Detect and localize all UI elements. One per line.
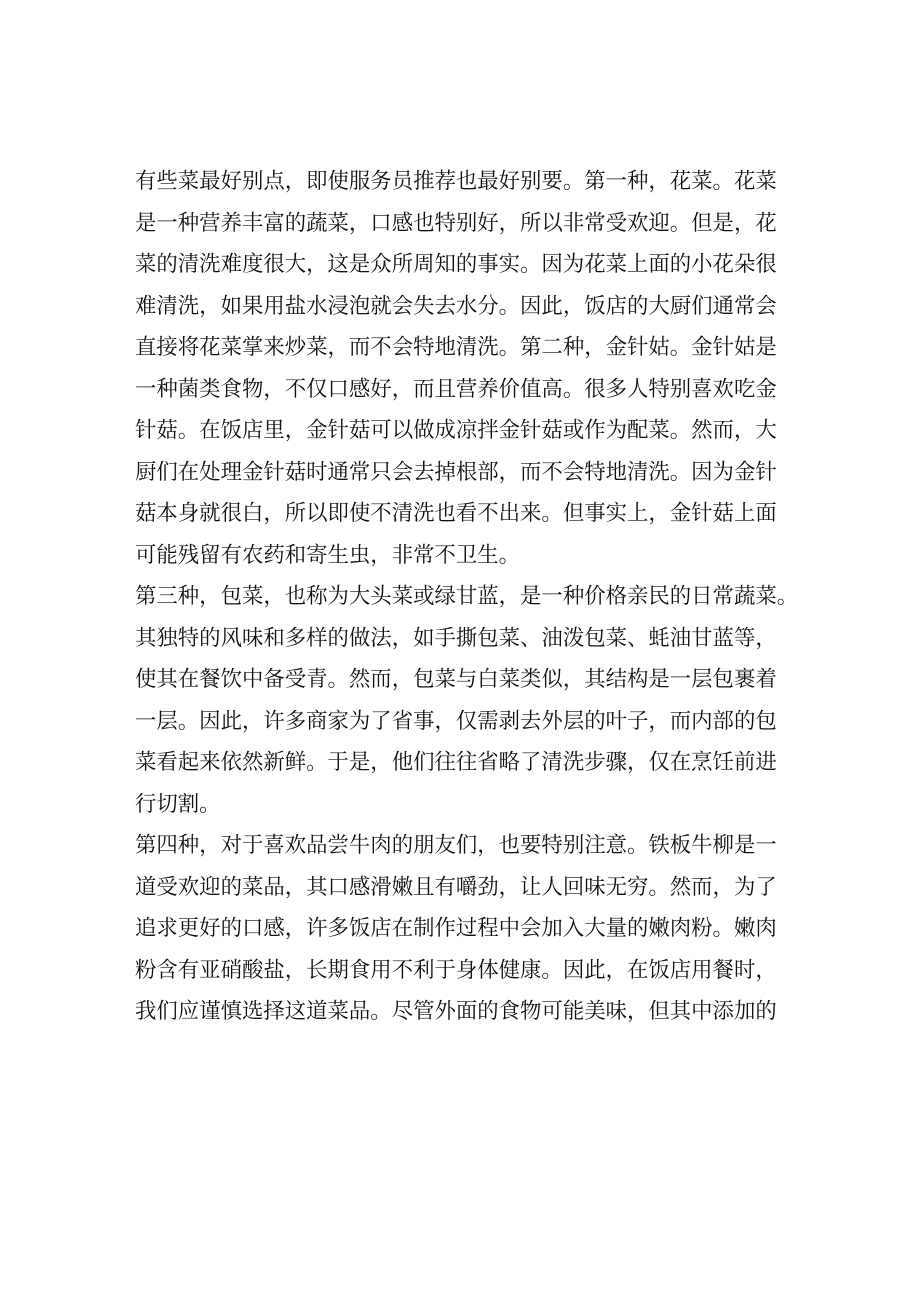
text-line: 有些菜最好别点，即使服务员推荐也最好别要。第一种，花菜。花菜 <box>135 169 777 194</box>
text-line: 直接将花菜掌来炒菜，而不会特地清洗。第二种，金针姑。金针姑是 <box>135 335 777 360</box>
text-line: 是一种营养丰富的蔬菜，口感也特别好，所以非常受欢迎。但是，花 <box>135 210 777 236</box>
text-line: 行切割。 <box>135 791 221 817</box>
text-line: 追求更好的口感，许多饭店在制作过程中会加入大量的嫩肉粉。嫩肉 <box>135 916 777 941</box>
text-line: 一层。因此，许多商家为了省事，仅需剥去外层的叶子，而内部的包 <box>135 708 777 734</box>
body-text <box>135 161 799 1033</box>
text-line: 可能残留有农药和寄生虫，非常不卫生。 <box>135 542 521 568</box>
text-line: 我们应谨慎选择这道菜品。尽管外面的食物可能美味，但其中添加的 <box>135 999 777 1024</box>
text-line: 菇本身就很白，所以即使不清洗也看不出来。但事实上，金针菇上面 <box>135 501 777 526</box>
text-line: 针菇。在饭店里，金针菇可以做成凉拌金针菇或作为配菜。然而，大 <box>135 418 777 443</box>
text-line: 菜看起来依然新鲜。于是，他们往往省略了清洗步骤，仅在烹饪前进 <box>135 750 777 775</box>
text-line: 一种菌类食物，不仅口感好，而且营养价值高。很多人特别喜欢吃金 <box>135 376 777 402</box>
text-line: 菜的清洗难度很大，这是众所周知的事实。因为花菜上面的小花朵很 <box>135 252 777 277</box>
text-line: 难清洗，如果用盐水浸泡就会失去水分。因此，饭店的大厨们通常会 <box>135 293 777 319</box>
text-line: 粉含有亚硝酸盐，长期食用不利于身体健康。因此，在饭店用餐时， <box>135 957 777 983</box>
text-line: 第四种，对于喜欢品尝牛肉的朋友们，也要特别注意。铁板牛柳是一 <box>135 833 777 858</box>
text-line: 第三种，包菜，也称为大头菜或绿甘蓝，是一种价格亲民的日常蔬菜。 <box>135 584 799 609</box>
text-line: 厨们在处理金针菇时通常只会去掉根部，而不会特地清洗。因为金针 <box>135 459 777 485</box>
text-line: 其独特的风味和多样的做法，如手撕包菜、油泼包菜、蚝油甘蓝等， <box>135 625 777 651</box>
text-line: 使其在餐饮中备受青。然而，包菜与白菜类似，其结构是一层包裹着 <box>135 667 777 692</box>
text-line: 道受欢迎的菜品，其口感滑嫩且有嚼劲，让人回味无穷。然而，为了 <box>135 874 777 900</box>
